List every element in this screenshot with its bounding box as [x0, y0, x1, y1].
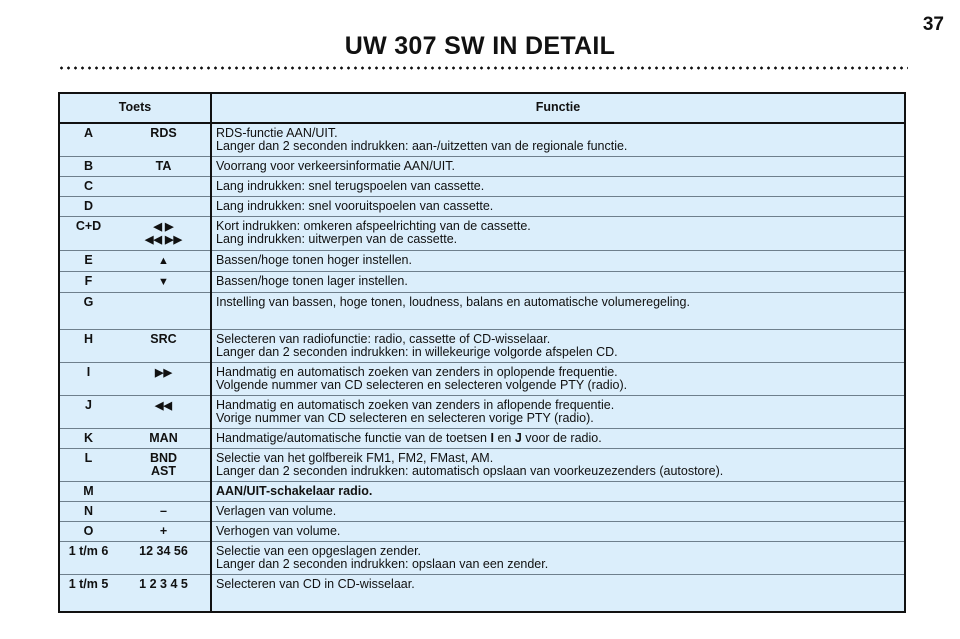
row-key: N: [59, 502, 117, 522]
row-button: [117, 251, 211, 272]
function-table: [58, 92, 906, 613]
table-row: [59, 396, 905, 429]
table-row: [59, 251, 905, 272]
row-key: B: [59, 157, 117, 177]
row-key: O: [59, 522, 117, 542]
row-key: 1 t/m 6: [59, 542, 117, 575]
table-row: [59, 330, 905, 363]
row-button: SRC: [117, 330, 211, 363]
row-key: G: [59, 293, 117, 330]
row-button: [117, 363, 211, 396]
row-function: Selectie van het golfbereik FM1, FM2, FMast, AM. Langer dan 2 seconden indrukken: automatisch opslaan van voorkeuzezenders (autostore).: [211, 449, 905, 482]
row-key: 1 t/m 5: [59, 575, 117, 613]
row-button: [117, 293, 211, 330]
table-header-row: [59, 93, 905, 123]
minus-icon: –: [160, 504, 167, 518]
row-function: Kort indrukken: omkeren afspeelrichting van de cassette. Lang indrukken: uitwerpen van de cassette.: [211, 217, 905, 251]
row-key: H: [59, 330, 117, 363]
row-key: E: [59, 251, 117, 272]
row-function: Handmatige/automatische functie van de toetsen I en J voor de radio.: [211, 429, 905, 449]
table-row: [59, 293, 905, 330]
row-function: Instelling van bassen, hoge tonen, loudness, balans en automatische volumeregeling.: [211, 293, 905, 330]
row-button: BND AST: [117, 449, 211, 482]
row-function: Selecteren van CD in CD-wisselaar.: [211, 575, 905, 613]
page-title: UW 307 SW IN DETAIL: [344, 32, 616, 60]
row-key: D: [59, 197, 117, 217]
triangle-up-icon: ▲: [158, 255, 169, 267]
row-key: L: [59, 449, 117, 482]
double-arrow-icons: ◀◀ ▶▶: [145, 234, 182, 246]
row-button: [117, 197, 211, 217]
row-function: Handmatig en automatisch zoeken van zenders in aflopende frequentie. Vorige nummer van CD selecteren en selecteren vorige PTY (radio).: [211, 396, 905, 429]
row-function: Verhogen van volume.: [211, 522, 905, 542]
row-function: Selectie van een opgeslagen zender. Langer dan 2 seconden indrukken: opslaan van een zender.: [211, 542, 905, 575]
row-button: 12 34 56: [117, 542, 211, 575]
row-key: J: [59, 396, 117, 429]
row-button: MAN: [117, 429, 211, 449]
table-row: [59, 123, 905, 157]
row-function: Voorrang voor verkeersinformatie AAN/UIT.: [211, 157, 905, 177]
row-function: Bassen/hoge tonen lager instellen.: [211, 272, 905, 293]
page-number: 37: [922, 14, 944, 35]
row-key: I: [59, 363, 117, 396]
dotted-divider: [58, 66, 908, 70]
table-row: [59, 429, 905, 449]
row-function: Lang indrukken: snel vooruitspoelen van cassette.: [211, 197, 905, 217]
row-function: Bassen/hoge tonen hoger instellen.: [211, 251, 905, 272]
table-row: [59, 177, 905, 197]
row-button: [117, 502, 211, 522]
row-key: F: [59, 272, 117, 293]
header-key: Toets: [59, 93, 211, 123]
table-row: [59, 197, 905, 217]
table-row: [59, 575, 905, 613]
row-button: [117, 217, 211, 251]
row-button: TA: [117, 157, 211, 177]
row-key: K: [59, 429, 117, 449]
table-row: [59, 502, 905, 522]
row-key: A: [59, 123, 117, 157]
plus-icon: +: [159, 524, 168, 538]
row-button: [117, 522, 211, 542]
table-row: [59, 272, 905, 293]
table-row: [59, 522, 905, 542]
row-button: [117, 396, 211, 429]
triangle-down-icon: ▼: [158, 276, 169, 288]
fast-forward-icon: ▶▶: [155, 367, 172, 379]
table-row: [59, 449, 905, 482]
row-button: [117, 177, 211, 197]
table-row: [59, 542, 905, 575]
header-function: Functie: [211, 93, 905, 123]
table-row: [59, 217, 905, 251]
rewind-icon: ◀◀: [155, 400, 172, 412]
arrow-icons: ◀ ▶: [153, 221, 174, 233]
row-button: RDS: [117, 123, 211, 157]
row-key: C: [59, 177, 117, 197]
row-button: 1 2 3 4 5: [117, 575, 211, 613]
row-button: [117, 272, 211, 293]
row-key: M: [59, 482, 117, 502]
row-function: Verlagen van volume.: [211, 502, 905, 522]
table-row: [59, 157, 905, 177]
row-key: C+D: [59, 217, 117, 251]
row-button: [117, 482, 211, 502]
row-function: AAN/UIT-schakelaar radio.: [211, 482, 905, 502]
row-function: RDS-functie AAN/UIT. Langer dan 2 seconden indrukken: aan-/uitzetten van de regionale functie.: [211, 123, 905, 157]
row-function: Lang indrukken: snel terugspoelen van cassette.: [211, 177, 905, 197]
row-function: Selecteren van radiofunctie: radio, cassette of CD-wisselaar. Langer dan 2 seconden indrukken: in willekeurige volgorde afspelen CD.: [211, 330, 905, 363]
table-row: [59, 482, 905, 502]
row-function: Handmatig en automatisch zoeken van zenders in oplopende frequentie. Volgende nummer van CD selecteren en selecteren volgende PTY (radio).: [211, 363, 905, 396]
table-row: [59, 363, 905, 396]
